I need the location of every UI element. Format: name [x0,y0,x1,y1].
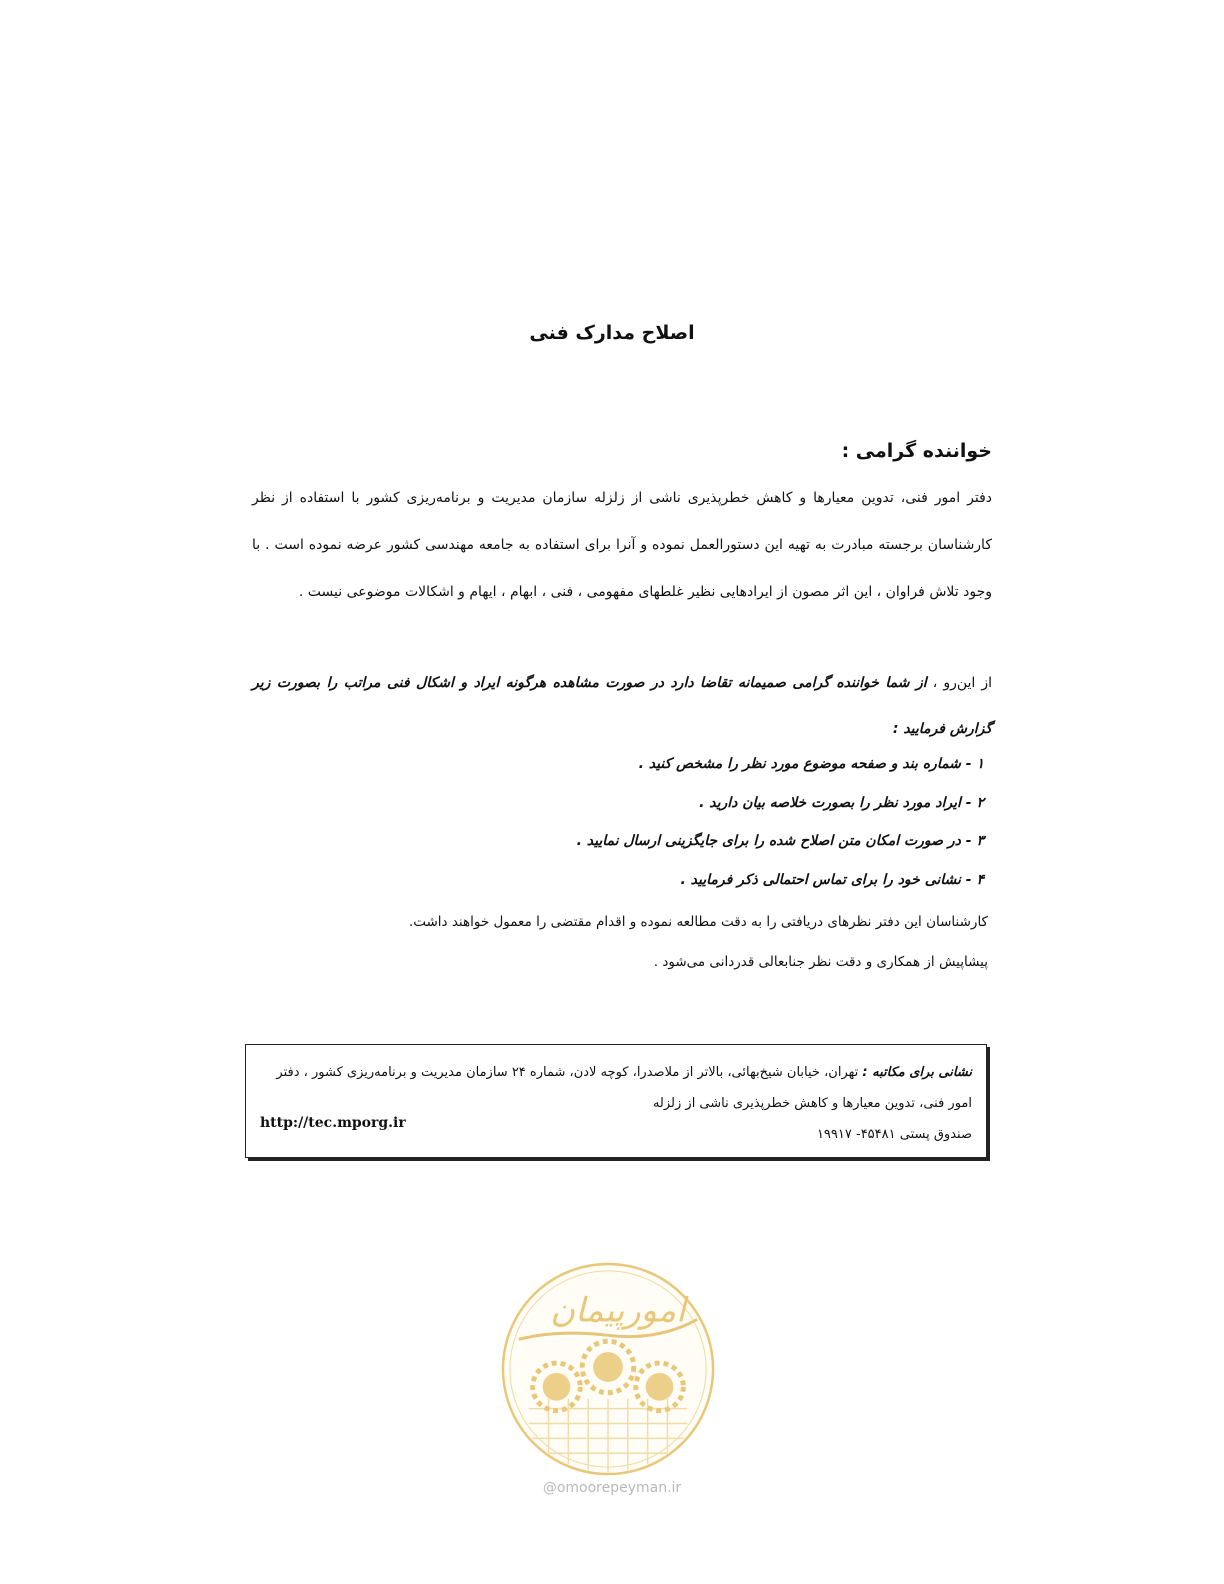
list-item: ۲ - ایراد مورد نظر را بصورت خلاصه بیان دارید . [699,794,984,811]
page-title: اصلاح مدارک فنی [529,322,695,344]
intro-paragraph: دفتر امور فنی، تدوین معیارها و کاهش خطرپذیری ناشی از زلزله سازمان مدیریت و برنامه‌ریزی کشور با استفاده از نظر کارشناسان برجسته مبادرت به تهیه این دستورالعمل نموده و آنرا برای استفاده به جامعه مهندسی کشور عرضه نموده است . با وجود تلاش فراوان ، این اثر مصون از ایرادهایی نظیر غلطهای مفهومی ، فنی ، ابهام ، ایهام و اشکالات موضوعی نیست . [252,490,992,600]
list-item: ۱ - شماره بند و صفحه موضوع مورد نظر را مشخص کنید . [638,756,984,772]
address-line: تهران، خیابان شیخ‌بهائی، بالاتر از ملاصدرا، کوچه لادن، شماره ۲۴ سازمان مدیریت و برنامه‌ریزی کشور ، دفتر امور فنی، تدوین معیارها و کاهش خطرپذیری ناشی از زلزله [276,1065,972,1111]
logo-text: امورپیمان [550,1290,686,1330]
website-link[interactable]: http://tec.mporg.ir [260,1115,406,1131]
seal-logo-icon [499,1260,717,1478]
address-box [245,1044,987,1158]
address-text [252,1057,972,1150]
request-emphasis: از شما خواننده گرامی صمیمانه تقاضا دارد در صورت مشاهده هرگونه ایراد و اشکال فنی مراتب را بصورت زیر گزارش فرمایید : [252,675,992,737]
greeting-heading: خواننده گرامی : [841,440,992,462]
watermark-text: @omoorepeyman.ir [542,1480,682,1496]
list-item: ۴ - نشانی خود را برای تماس احتمالی ذکر فرمایید . [680,871,984,888]
closing-text [268,902,988,982]
address-label: نشانی برای مکاتبه : [862,1065,972,1080]
request-paragraph [252,660,992,752]
closing-line: کارشناسان این دفتر نظرهای دریافتی را به دقت مطالعه نموده و اقدام مقتضی را معمول خواهند داشت. [408,914,988,930]
request-prefix: از این‌رو ، [932,675,993,691]
closing-line: پیشاپیش از همکاری و دقت نظر جنابعالی قدردانی می‌شود . [653,954,988,970]
postbox: صندوق پستی ۴۵۴۸۱- ۱۹۹۱۷ [816,1127,972,1142]
list-item: ۳ - در صورت امکان متن اصلاح شده را برای جایگزینی ارسال نمایید . [576,833,984,849]
instruction-list [264,745,984,899]
